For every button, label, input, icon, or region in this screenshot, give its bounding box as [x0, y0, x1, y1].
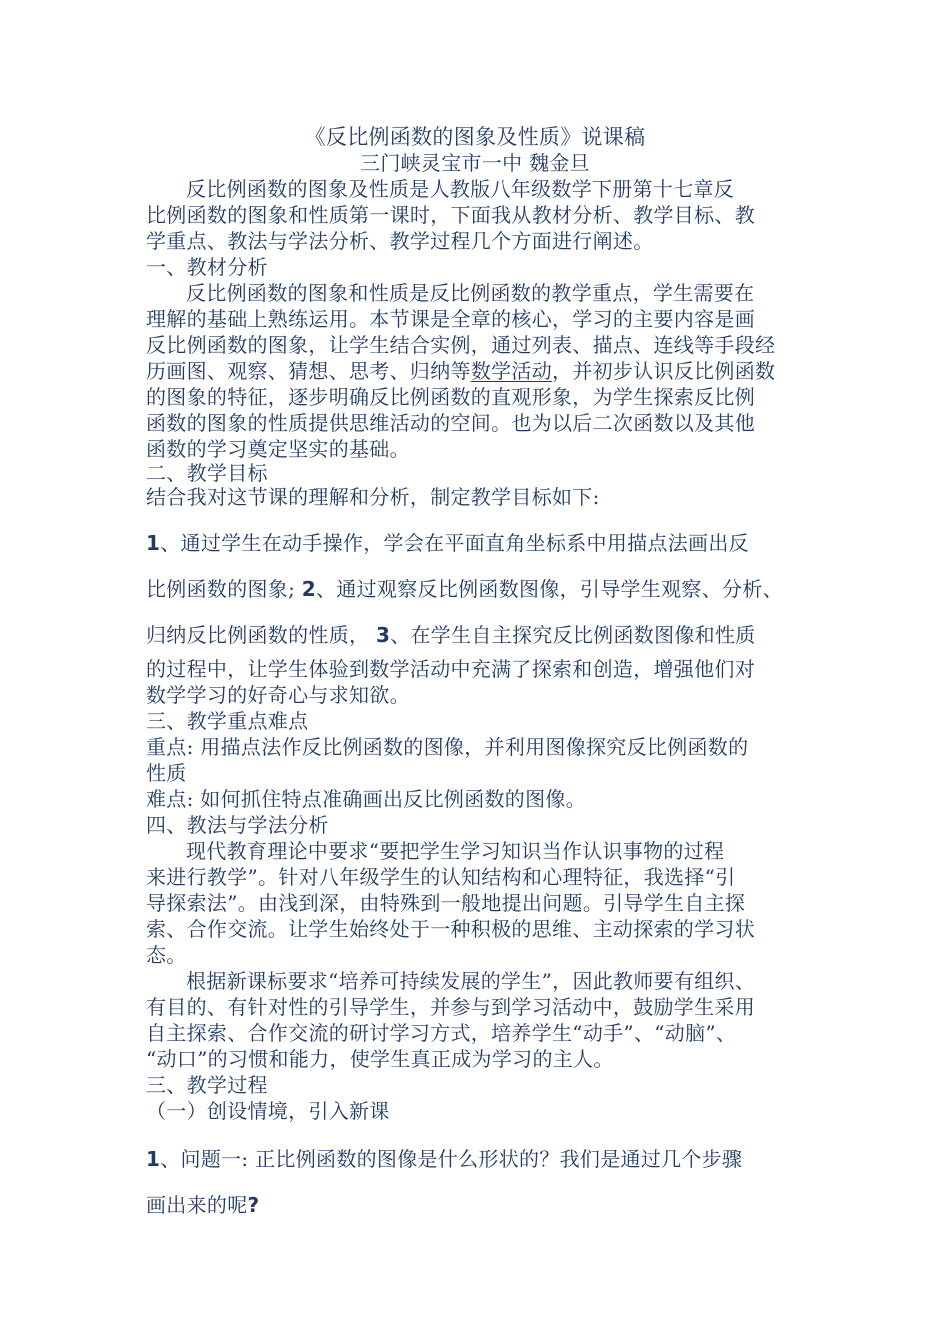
section-heading-4: 四、教法与学法分析 [146, 813, 329, 837]
question-number-1: 1 [146, 1147, 161, 1171]
subsection-heading: （一）创设情境，引入新课 [146, 1099, 390, 1123]
s1-line-3: 反比例函数的图象，让学生结合实例，通过列表、描点、连线等手段经 [146, 333, 776, 357]
section-heading-3: 三、教学重点难点 [146, 709, 309, 733]
s4-p1-line-4: 索、合作交流。让学生始终处于一种积极的思维、主动探索的学习状 [146, 917, 755, 941]
goal-number-2: 2 [301, 577, 317, 601]
section-heading-1: 一、教材分析 [146, 255, 268, 279]
goal-line-5: 数学学习的好奇心与求知欲。 [146, 683, 410, 707]
s2-intro: 结合我对这节课的理解和分析，制定教学目标如下: [146, 485, 600, 509]
s4-p2-line-4: “动口”的习惯和能力，使学生真正成为学习的主人。 [146, 1047, 614, 1071]
goal-number-3: 3 [375, 623, 391, 647]
key-point-line-1: 重点: 用描点法作反比例函数的图像，并利用图像探究反比例函数的 [146, 735, 749, 759]
goal-text-2b: 归纳反比例函数的性质， [146, 623, 376, 647]
goal-line-4: 的过程中，让学生体验到数学活动中充满了探索和创造，增强他们对 [146, 657, 755, 681]
question-text-1: 、问题一: 正比例函数的图像是什么形状的？我们是通过几个步骤 [160, 1147, 743, 1171]
difficulty-line: 难点: 如何抓住特点准确画出反比例函数的图像。 [146, 787, 586, 811]
intro-line-2: 比例函数的图象和性质第一课时，下面我从教材分析、教学目标、教 [146, 203, 755, 227]
s4-p1-line-3: 导探索法”。由浅到深，由特殊到一般地提出问题。引导学生自主探 [146, 891, 746, 915]
question-line-2 [146, 1192, 259, 1218]
s1-line-4-end: ，并初步认识反比例函数 [552, 359, 776, 383]
goal-text-1: 、通过学生在动手操作，学会在平面直角坐标系中用描点法画出反 [160, 531, 749, 555]
s1-line-6: 函数的图象的性质提供思维活动的空间。也为以后二次函数以及其他 [146, 411, 755, 435]
goal-text-1b: 比例函数的图象; [146, 577, 302, 601]
s1-line-4 [146, 358, 775, 384]
s4-p1-line-2: 来进行教学”。针对八年级学生的认知结构和心理特征，我选择“引 [146, 865, 736, 889]
s1-line-5: 的图象的特征，逐步明确反比例函数的直观形象，为学生探索反比例 [146, 385, 755, 409]
s4-p2-line-1: 根据新课标要求“培养可持续发展的学生”，因此教师要有组织、 [186, 969, 756, 993]
goal-number-1: 1 [146, 531, 161, 555]
section-heading-2: 二、教学目标 [146, 461, 268, 485]
question-text-1b: 画出来的呢 [146, 1193, 248, 1217]
s1-line-2: 理解的基础上熟练运用。本节课是全章的核心，学习的主要内容是画 [146, 307, 755, 331]
s4-p2-line-2: 有目的、有针对性的引导学生，并参与到学习活动中，鼓励学生采用 [146, 995, 755, 1019]
s1-line-4-start: 历画图、观察、猜想、思考、归纳等 [146, 359, 471, 383]
s4-p1-line-5: 态。 [146, 943, 187, 967]
author-line: 三门峡灵宝市一中 魏金旦 [360, 151, 590, 175]
s1-line-1: 反比例函数的图象和性质是反比例函数的教学重点，学生需要在 [186, 281, 755, 305]
s4-p2-line-3: 自主探索、合作交流的研讨学习方式，培养学生“动手”、“动脑”、 [146, 1021, 737, 1045]
s4-p1-line-1: 现代教育理论中要求“要把学生学习知识当作认识事物的过程 [186, 839, 725, 863]
goal-line-3 [146, 622, 756, 648]
question-line-1 [146, 1146, 742, 1172]
goal-line-1 [146, 530, 749, 556]
document-title: 《反比例函数的图象及性质》说课稿 [304, 125, 646, 149]
section-heading-5: 三、教学过程 [146, 1073, 268, 1097]
intro-line-1: 反比例函数的图象及性质是人教版八年级数学下册第十七章反 [186, 177, 735, 201]
goal-text-2: 、通过观察反比例函数图像，引导学生观察、分析、 [316, 577, 783, 601]
question-mark: ? [247, 1193, 260, 1217]
intro-line-3: 学重点、教法与学法分析、教学过程几个方面进行阐述。 [146, 229, 654, 253]
s1-line-7: 函数的学习奠定坚实的基础。 [146, 437, 410, 461]
goal-line-2 [146, 576, 783, 602]
math-activity-link[interactable]: 数学活动 [470, 359, 553, 383]
key-point-line-2: 性质 [146, 761, 187, 785]
goal-text-3: 、在学生自主探究反比例函数图像和性质 [390, 623, 756, 647]
